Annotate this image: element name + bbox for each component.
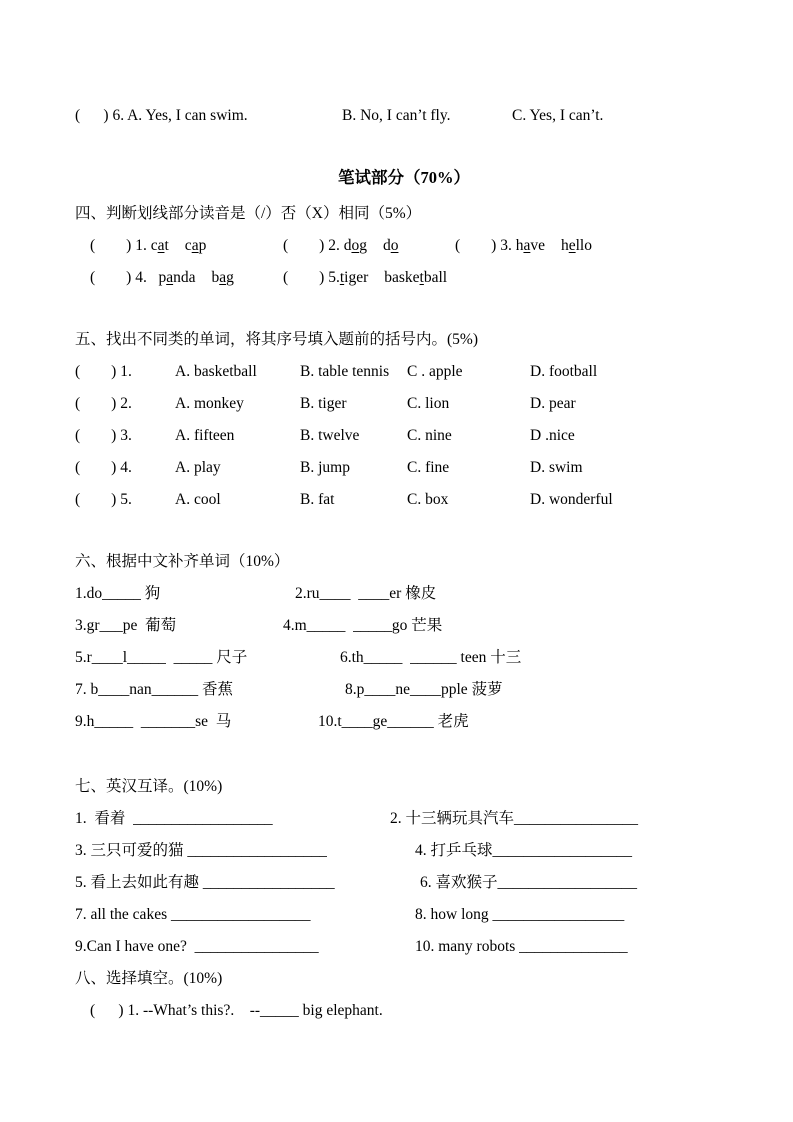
option-a: A. monkey <box>175 395 244 412</box>
word-part: baske <box>384 269 420 286</box>
underlined-letter: a <box>523 237 531 254</box>
underlined-letter: a <box>166 269 174 286</box>
section-7 <box>75 771 733 963</box>
translation-row-1 <box>75 803 733 835</box>
section-4-row-1 <box>75 230 733 262</box>
word-part: llo <box>575 237 592 254</box>
translation-right: 2. 十三辆玩具汽车________________ <box>390 810 639 827</box>
option-b: B. table tennis <box>300 363 390 380</box>
underlined-letter: e <box>568 237 576 254</box>
fill-blank-row-1 <box>75 578 733 610</box>
underlined-letter: t <box>419 269 424 286</box>
question-6-row <box>75 100 733 132</box>
odd-one-out-row-3 <box>75 420 733 452</box>
section-5 <box>75 324 733 516</box>
option-a: A. play <box>175 459 221 476</box>
section-6-heading: 六、根据中文补齐单词（10%） <box>75 553 290 570</box>
item-bracket-label: ( ) 4. <box>90 269 159 286</box>
translation-right: 6. 喜欢猴子__________________ <box>420 874 638 891</box>
translation-left: 5. 看上去如此有趣 _________________ <box>75 874 335 891</box>
option-b: B. twelve <box>300 427 360 444</box>
option-d: D. wonderful <box>530 491 613 508</box>
word-part: d <box>343 237 352 254</box>
translation-left: 3. 三只可爱的猫 __________________ <box>75 842 327 859</box>
item-bracket-label: ( ) 5. <box>75 491 132 508</box>
underlined-letter: o <box>390 237 399 254</box>
fill-blank-left: 9.h_____ _______se 马 <box>75 713 232 730</box>
word-part: t <box>164 237 169 254</box>
pronunciation-item-2 <box>283 230 398 262</box>
underlined-letter: o <box>351 237 360 254</box>
choice-question-1: ( ) 1. --What’s this?. --_____ big elephant. <box>90 1002 383 1019</box>
fill-blank-right: 2.ru____ ____er 橡皮 <box>295 585 437 602</box>
word-part: ball <box>423 269 448 286</box>
pronunciation-item-1 <box>90 230 206 262</box>
underlined-letter: a <box>157 237 165 254</box>
question-6-option-b: B. No, I can’t fly. <box>342 107 451 124</box>
underlined-letter: a <box>219 269 227 286</box>
translation-right: 8. how long _________________ <box>415 906 625 923</box>
item-bracket-label: ( ) 4. <box>75 459 132 476</box>
question-6-option-c: C. Yes, I can’t. <box>512 107 604 124</box>
item-bracket-label: ( ) 3. <box>455 237 516 254</box>
option-d: D .nice <box>530 427 575 444</box>
fill-blank-row-4 <box>75 674 733 706</box>
odd-one-out-row-4 <box>75 452 733 484</box>
item-bracket-label: ( ) 3. <box>75 427 132 444</box>
option-a: A. cool <box>175 491 221 508</box>
option-a: A. fifteen <box>175 427 235 444</box>
translation-row-2 <box>75 835 733 867</box>
word-part: ve <box>530 237 545 254</box>
item-bracket-label: ( ) 1. <box>75 363 132 380</box>
pronunciation-item-4 <box>90 262 234 294</box>
translation-row-3 <box>75 867 733 899</box>
translation-left: 1. 看着 __________________ <box>75 810 273 827</box>
option-b: B. jump <box>300 459 350 476</box>
option-c: C. fine <box>407 459 450 476</box>
odd-one-out-row-1 <box>75 356 733 388</box>
odd-one-out-row-5 <box>75 484 733 516</box>
pronunciation-item-5 <box>283 262 447 294</box>
item-bracket-label: ( ) 2. <box>283 237 344 254</box>
underlined-letter: a <box>191 237 199 254</box>
section-8 <box>75 963 733 1027</box>
translation-left: 9.Can I have one? ________________ <box>75 938 319 955</box>
word-part: h <box>515 237 524 254</box>
fill-blank-left: 1.do_____ 狗 <box>75 585 161 602</box>
section-5-heading: 五、找出不同类的单词，将其序号填入题前的括号内。(5%) <box>75 331 478 348</box>
option-c: C. nine <box>407 427 452 444</box>
fill-blank-right: 8.p____ne____pple 菠萝 <box>345 681 503 698</box>
translation-right: 10. many robots ______________ <box>415 938 628 955</box>
section-7-heading: 七、英汉互译。(10%) <box>75 778 223 795</box>
item-bracket-label: ( ) 5. <box>283 269 340 286</box>
option-c: C. box <box>407 491 449 508</box>
word-part: p <box>198 237 207 254</box>
word-part: p <box>158 269 167 286</box>
word-part: g <box>359 237 367 254</box>
option-c: C. lion <box>407 395 450 412</box>
translation-right: 4. 打乒乓球__________________ <box>415 842 633 859</box>
pronunciation-item-3 <box>455 230 592 262</box>
word-part: b <box>211 269 220 286</box>
option-d: D. football <box>530 363 598 380</box>
translation-left: 7. all the cakes __________________ <box>75 906 311 923</box>
fill-blank-left: 3.gr___pe 葡萄 <box>75 617 177 634</box>
written-test-title: 笔试部分（70%） <box>338 168 470 187</box>
fill-blank-right: 10.t____ge______ 老虎 <box>318 713 469 730</box>
option-b: B. fat <box>300 491 335 508</box>
fill-blank-right: 6.th_____ ______ teen 十三 <box>340 649 522 666</box>
section-4 <box>75 198 733 294</box>
word-part: c <box>150 237 158 254</box>
translation-row-4 <box>75 899 733 931</box>
option-d: D. pear <box>530 395 576 412</box>
underlined-letter: t <box>339 269 345 286</box>
section-6 <box>75 546 733 738</box>
option-a: A. basketball <box>175 363 257 380</box>
question-6-stem: ( ) 6. A. Yes, I can swim. <box>75 107 248 124</box>
word-part: d <box>382 237 391 254</box>
choice-row-1 <box>75 995 733 1027</box>
option-c: C . apple <box>407 363 463 380</box>
fill-blank-row-2 <box>75 610 733 642</box>
section-8-heading: 八、选择填空。(10%) <box>75 970 223 987</box>
word-part: h <box>560 237 569 254</box>
word-part: c <box>184 237 192 254</box>
fill-blank-left: 5.r____l_____ _____ 尺子 <box>75 649 248 666</box>
section-4-row-2 <box>75 262 733 294</box>
odd-one-out-row-2 <box>75 388 733 420</box>
option-b: B. tiger <box>300 395 347 412</box>
word-part: g <box>226 269 234 286</box>
fill-blank-left: 7. b____nan______ 香蕉 <box>75 681 234 698</box>
word-part: nda <box>173 269 196 286</box>
translation-row-5 <box>75 931 733 963</box>
item-bracket-label: ( ) 1. <box>90 237 151 254</box>
word-part: iger <box>344 269 369 286</box>
fill-blank-row-3 <box>75 642 733 674</box>
section-4-heading: 四、判断划线部分读音是（/）否（X）相同（5%） <box>75 205 422 222</box>
fill-blank-row-5 <box>75 706 733 738</box>
item-bracket-label: ( ) 2. <box>75 395 132 412</box>
option-d: D. swim <box>530 459 583 476</box>
fill-blank-right: 4.m_____ _____go 芒果 <box>283 617 443 634</box>
